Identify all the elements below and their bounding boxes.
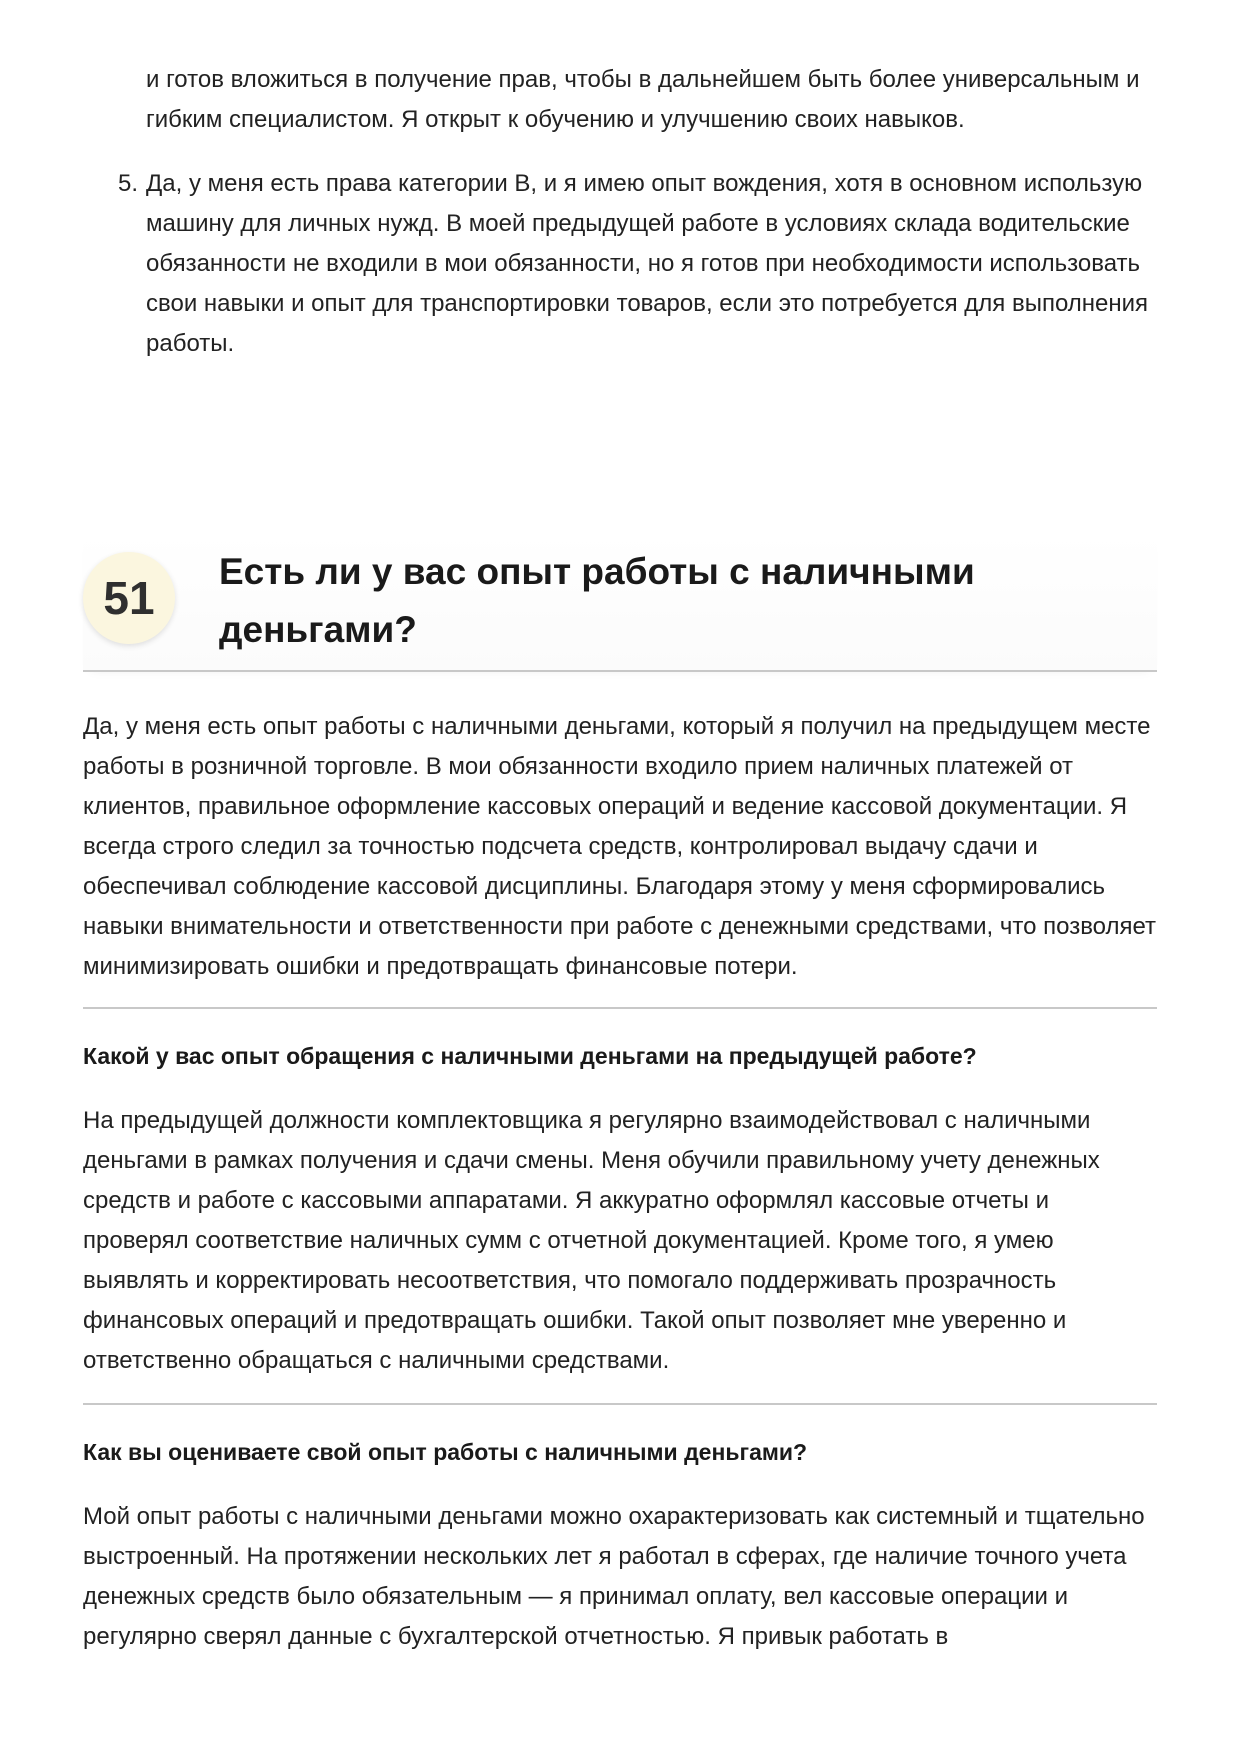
- list-item-continuation: и готов вложиться в получение прав, чтобы в дальнейшем быть более универсальным и гибким специалистом. Я открыт к обучению и улучшению своих навыков.: [146, 66, 1140, 133]
- question-title: Есть ли у вас опыт работы с наличными деньгами?: [219, 551, 975, 650]
- list-item-number: 5.: [118, 170, 139, 197]
- question-header: [83, 533, 1157, 672]
- sub-question-title: Какой у вас опыт обращения с наличными деньгами на предыдущей работе?: [83, 1043, 977, 1069]
- divider: [83, 1403, 1157, 1405]
- question-number-badge: 51: [83, 552, 175, 644]
- list-item-text: Да, у меня есть права категории B, и я имею опыт вождения, хотя в основном использую машину для личных нужд. В моей предыдущей работе в условиях склада водительские обязанности не входили в мои обязанности, но я готов при необходимости использовать свои навыки и опыт для транспортировки товаров, если это потребуется для выполнения работы.: [146, 170, 1149, 357]
- sub-question-title: Как вы оцениваете свой опыт работы с наличными деньгами?: [83, 1439, 808, 1465]
- divider: [83, 1007, 1157, 1009]
- question-answer: Да, у меня есть опыт работы с наличными деньгами, который я получил на предыдущем месте работы в розничной торговле. В мои обязанности входило прием наличных платежей от клиентов, правильное оформление кассовых операций и ведение кассовой документации. Я всегда строго следил за точностью подсчета средств, контролировал выдачу сдачи и обеспечивал соблюдение кассовой дисциплины. Благодаря этому у меня сформировались навыки внимательности и ответственности при работе с денежными средствами, что позволяет минимизировать ошибки и предотвращать финансовые потери.: [83, 713, 1157, 980]
- list-item: [118, 164, 1158, 364]
- sub-question-answer: Мой опыт работы с наличными деньгами можно охарактеризовать как системный и тщательно выстроенный. На протяжении нескольких лет я работал в сферах, где наличие точного учета денежных средств было обязательным — я принимал оплату, вел кассовые операции и регулярно сверял данные с бухгалтерской отчетностью. Я привык работать в: [83, 1503, 1145, 1650]
- sub-question-answer: На предыдущей должности комплектовщика я регулярно взаимодействовал с наличными деньгами в рамках получения и сдачи смены. Меня обучили правильному учету денежных средств и работе с кассовыми аппаратами. Я аккуратно оформлял кассовые отчеты и проверял соответствие наличных сумм с отчетной документацией. Кроме того, я умею выявлять и корректировать несоответствия, что помогало поддерживать прозрачность финансовых операций и предотвращать ошибки. Такой опыт позволяет мне уверенно и ответственно обращаться с наличными средствами.: [83, 1107, 1100, 1374]
